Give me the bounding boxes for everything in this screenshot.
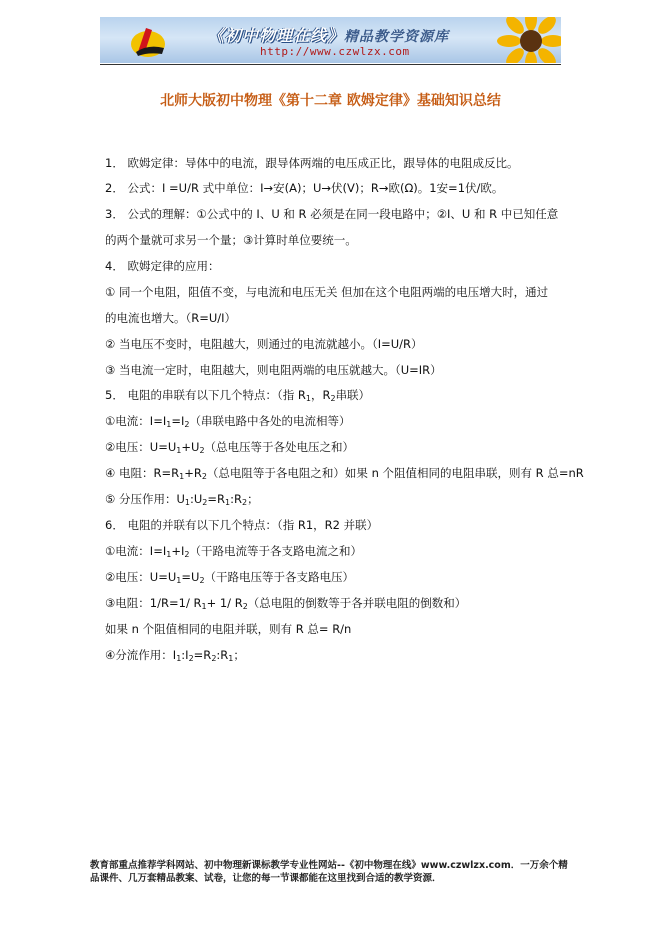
document-title: 北师大版初中物理《第十二章 欧姆定律》基础知识总结: [160, 93, 501, 109]
text-line-series-voltage: ②电压：$U=U_1+U_2$（总电压等于各处电压之和）: [105, 440, 355, 455]
text-line-parallel-voltage: ②电压：$U=U_1=U_2$（干路电压等于各支路电压）: [105, 570, 355, 585]
text-line-3b: 的两个量就可求另一个量；③计算时单位要统一。: [105, 233, 357, 247]
banner-title: 《初中物理在线》精品教学资源库: [208, 26, 450, 45]
banner-url[interactable]: http://www.czwlzx.com: [260, 45, 410, 58]
text-line-current-division: ④分流作用：$I_1:I_2=R_2:R_1$；: [105, 648, 245, 663]
czwlzx-logo: [128, 22, 168, 60]
sunflower-icon: [487, 17, 561, 63]
footer-note: 教育部重点推荐学科网站、初中物理新课标教学专业性网站--《初中物理在线》www.czwlzx.com．一万余个精品课件、几万套精品教案、试卷，让您的每一节课都能在这里找到合适的教学资源．: [90, 860, 568, 884]
text-line-3a: 3． 公式的理解：①公式中的 I、U 和 R 必须是在同一段电路中；②I、U 和 R 中已知任意: [105, 207, 559, 221]
text-line-series-current: ①电流：$I=I_1=I_2$（串联电路中各处的电流相等）: [105, 414, 351, 429]
text-line-5b: 的电流也增大。（R=U/I）: [105, 311, 237, 325]
text-line-parallel-current: ①电流：$I=I_1+I_2$（干路电流等于各支路电流之和）: [105, 544, 362, 559]
text-line-series-resistance: ④ 电阻：$R=R_1+R_2$（总电阻等于各电阻之和）如果 n 个阻值相同的电阻串联，则有 R 总=nR: [105, 466, 584, 481]
header-banner: [100, 17, 561, 63]
text-line-voltage-division: ⑤ 分压作用：$U_1:U_2=R_1:R_2$；: [105, 492, 259, 507]
text-line-1: 1． 欧姆定律：导体中的电流，跟导体两端的电压成正比，跟导体的电阻成反比。: [105, 156, 519, 170]
text-line-parallel-n: 如果 n 个阻值相同的电阻并联，则有 R 总= R/n: [105, 622, 352, 636]
header-divider: [100, 64, 561, 65]
banner-subtitle: 精品教学资源库: [344, 29, 450, 45]
text-line-6: ② 当电压不变时，电阻越大，则通过的电流就越小。（I=U/R）: [105, 337, 423, 351]
text-line-4: 4． 欧姆定律的应用：: [105, 259, 220, 273]
text-line-parallel-resistance: ③电阻：1/R=1/ $R_1+ 1/$ $R_2$（总电阻的倒数等于各并联电阻的倒数和）: [105, 596, 467, 611]
text-line-2: 2． 公式：I =U/R 式中单位：I→安(A)；U→伏(V)；R→欧(Ω)。1安=1伏/欧。: [105, 181, 504, 195]
text-line-5a: ① 同一个电阻，阻值不变，与电流和电压无关 但加在这个电阻两端的电压增大时，通过: [105, 285, 549, 299]
text-line-7: ③ 当电流一定时，电阻越大，则电阻两端的电压就越大。（U=IR）: [105, 363, 442, 377]
text-line-parallel-intro: 6． 电阻的并联有以下几个特点：（指 R1，R2 并联）: [105, 518, 379, 532]
text-line-series-intro: 5． 电阻的串联有以下几个特点：（指 $R_1$，$R_2$串联）: [105, 388, 371, 403]
